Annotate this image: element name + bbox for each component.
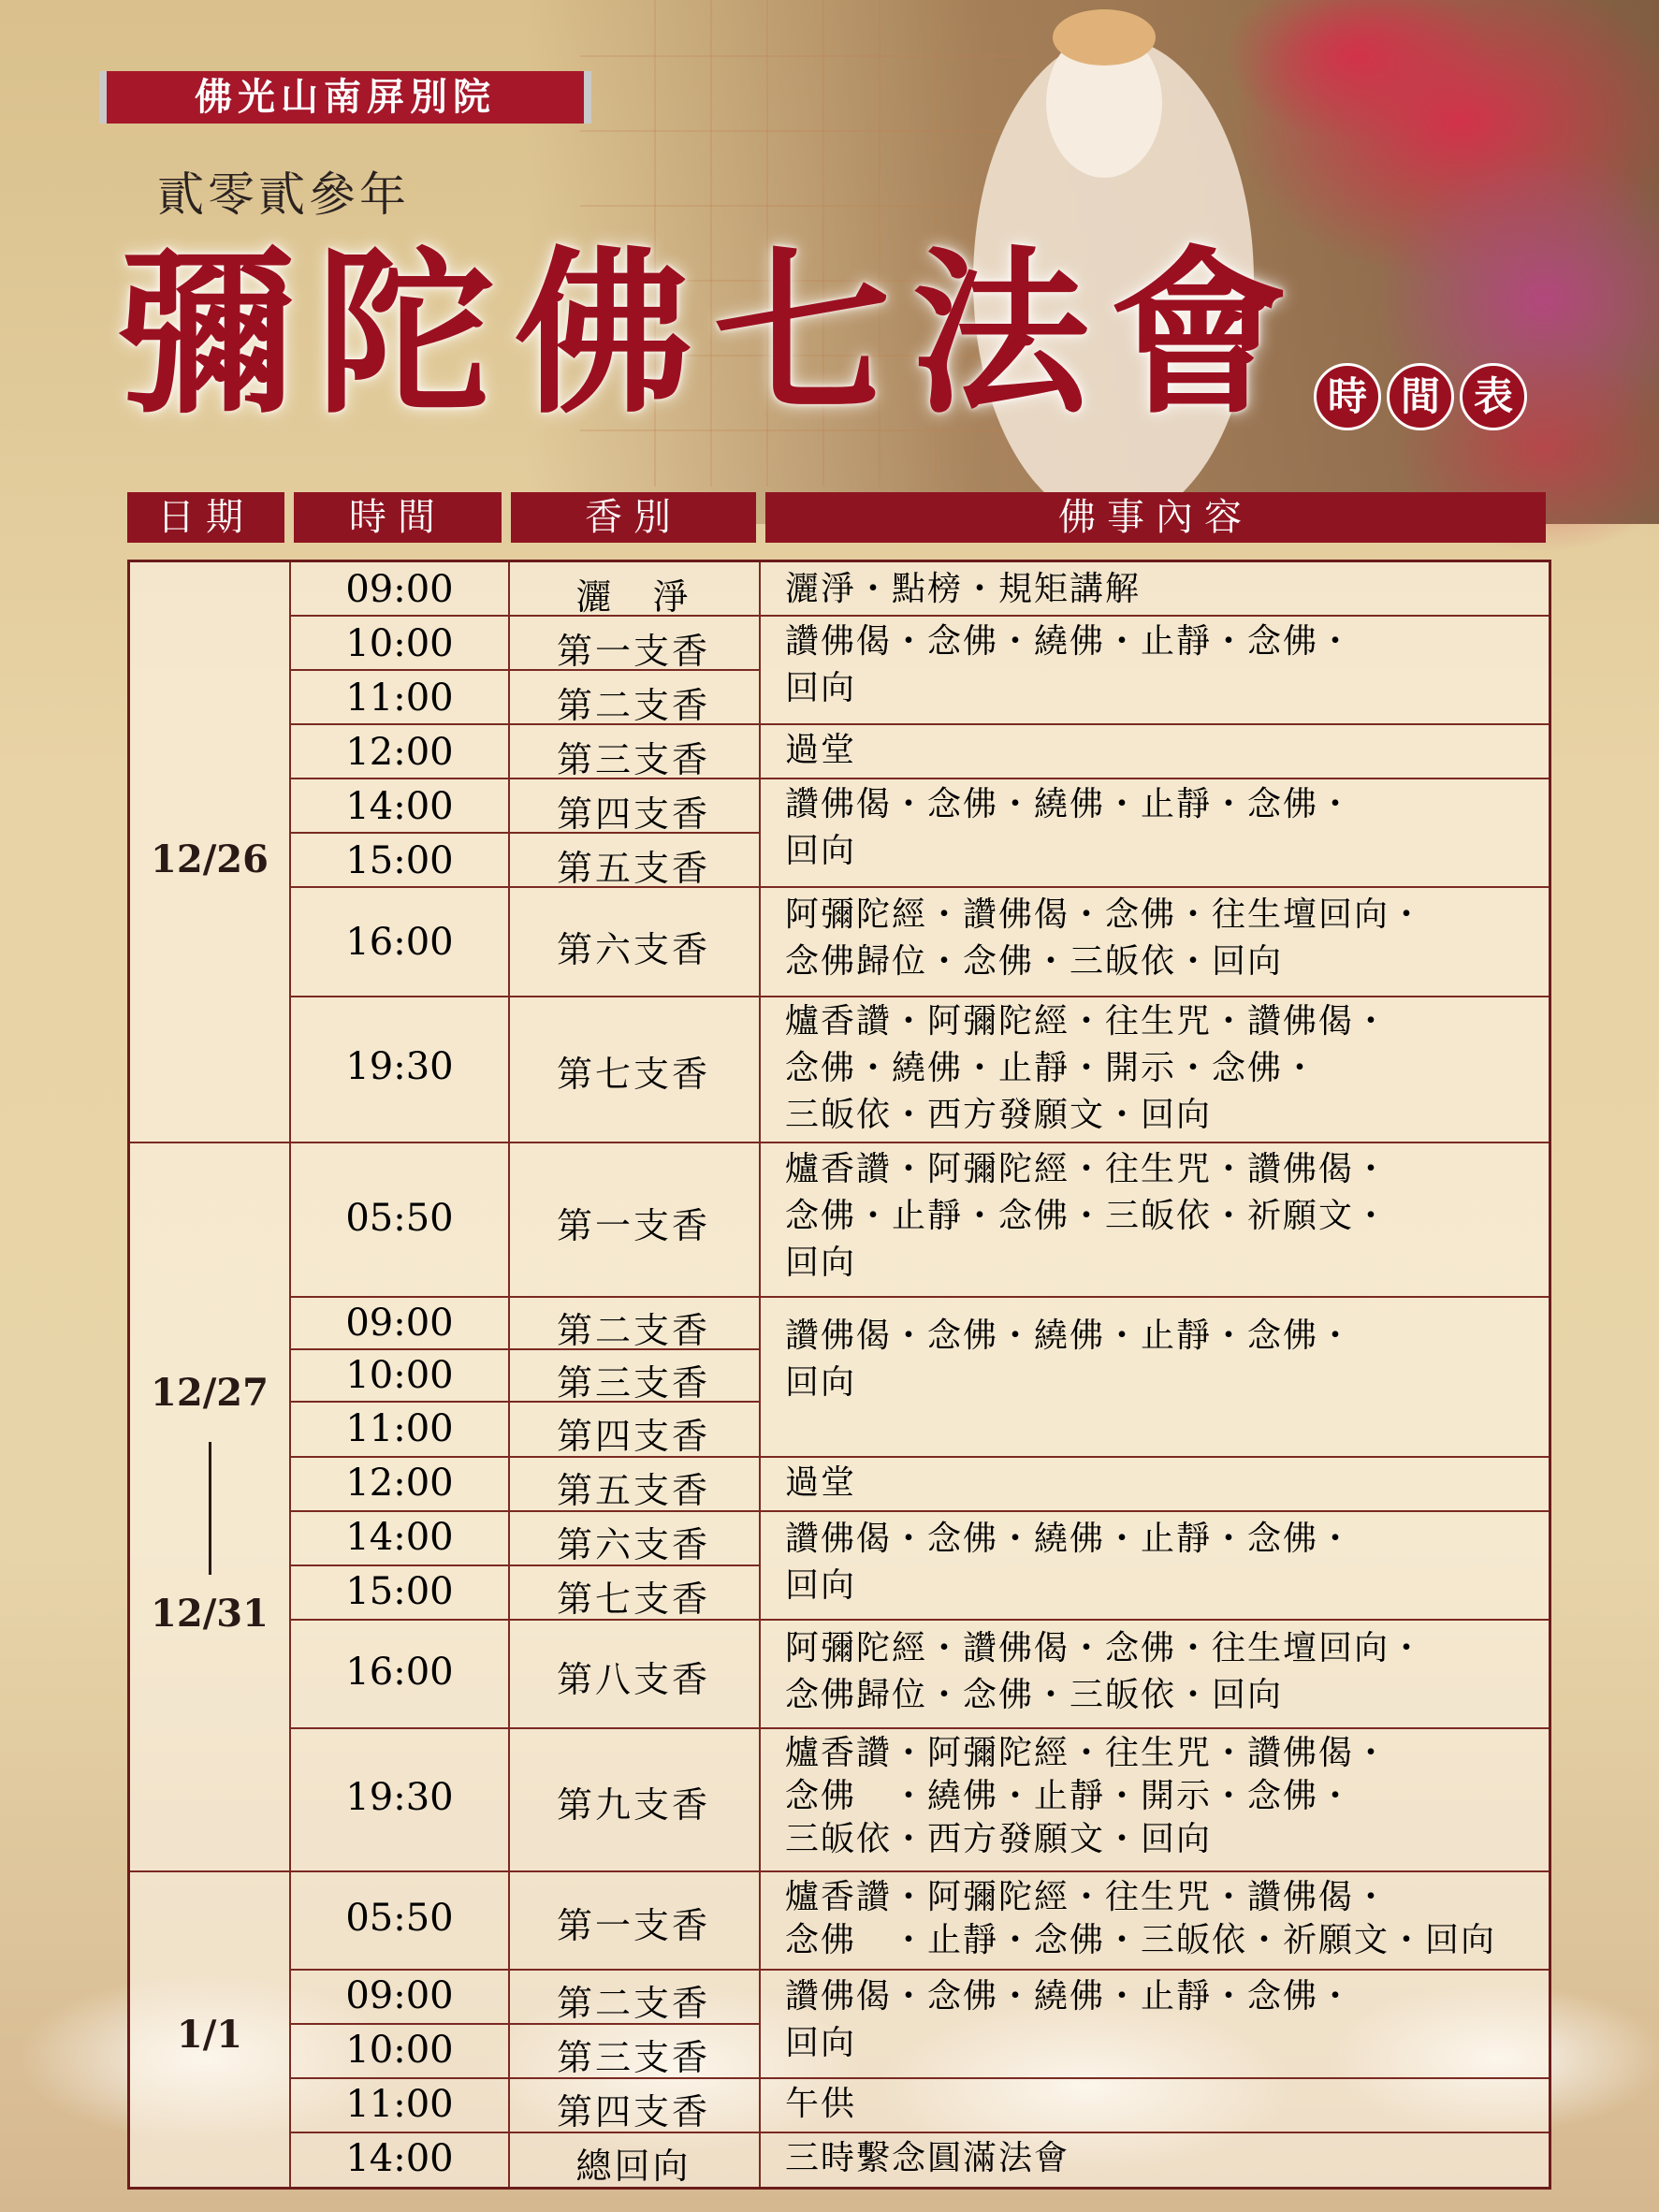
content-cell: 爐香讚・阿彌陀經・往生咒・讚佛偈・ 念佛・止靜・念佛・三皈依・祈願文・ 回向 [785, 1150, 1390, 1282]
time-cell: 15:00 [345, 1570, 454, 1613]
incense-cell: 第一支香 [556, 1905, 710, 1946]
content-cell: 過堂 [785, 1463, 857, 1502]
incense-cell: 第九支香 [556, 1784, 710, 1826]
incense-cell: 第七支香 [556, 1579, 710, 1620]
incense-cell: 第三支香 [556, 1362, 710, 1404]
content-cell: 爐香讚・阿彌陀經・往生咒・讚佛偈・ 念佛 ・繞佛・止靜・開示・念佛・ 三皈依・西方發願文・回向 [785, 1734, 1390, 1858]
year-label: 貳零貳參年 [157, 167, 410, 222]
incense-cell: 第七支香 [556, 1054, 710, 1095]
incense-cell: 第六支香 [556, 929, 710, 970]
header-date: 日期 [127, 492, 284, 543]
content-cell: 灑淨・點榜・規矩講解 [785, 570, 1142, 608]
date-12-31: 12/31 [151, 1592, 269, 1636]
time-cell: 14:00 [345, 785, 454, 828]
content-cell: 讚佛偈・念佛・繞佛・止靜・念佛・ 回向 [785, 1520, 1355, 1605]
content-cell: 爐香讚・阿彌陀經・往生咒・讚佛偈・ 念佛 ・止靜・念佛・三皈依・祈願文・回向 [785, 1878, 1497, 1959]
content-cell: 讚佛偈・念佛・繞佛・止靜・念佛・ 回向 [785, 785, 1355, 870]
time-cell: 10:00 [345, 622, 454, 665]
time-cell: 16:00 [345, 921, 454, 964]
date-12-26: 12/26 [151, 837, 269, 881]
time-cell: 15:00 [345, 839, 454, 882]
content-cell: 爐香讚・阿彌陀經・往生咒・讚佛偈・ 念佛・繞佛・止靜・開示・念佛・ 三皈依・西方發願文・回向 [785, 1002, 1390, 1134]
incense-cell: 第四支香 [556, 1416, 710, 1457]
incense-cell: 第二支香 [556, 685, 710, 726]
time-cell: 10:00 [345, 2029, 454, 2072]
date-range-line [209, 1442, 211, 1575]
temple-name-ribbon: 佛光山南屏別院 [99, 71, 591, 124]
time-cell: 09:00 [345, 1974, 454, 2017]
incense-cell: 灑 淨 [575, 576, 691, 618]
content-cell: 阿彌陀經・讚佛偈・念佛・往生壇回向・ 念佛歸位・念佛・三皈依・回向 [785, 1629, 1426, 1714]
time-cell: 09:00 [345, 1302, 454, 1345]
content-cell: 三時繫念圓滿法會 [785, 2139, 1070, 2177]
time-cell: 11:00 [345, 1407, 454, 1450]
header-content: 佛事內容 [765, 492, 1546, 543]
schedule-table [127, 560, 1551, 2190]
time-cell: 12:00 [345, 731, 454, 774]
content-cell: 讚佛偈・念佛・繞佛・止靜・念佛・ 回向 [785, 1317, 1355, 1402]
content-cell: 午供 [785, 2085, 857, 2123]
incense-cell: 第六支香 [556, 1524, 710, 1565]
time-cell: 16:00 [345, 1651, 454, 1694]
time-cell: 05:50 [345, 1897, 454, 1940]
incense-cell: 第四支香 [556, 2091, 710, 2132]
time-cell: 14:00 [345, 1516, 454, 1559]
time-cell: 14:00 [345, 2137, 454, 2180]
incense-cell: 第五支香 [556, 1470, 710, 1511]
time-cell: 19:30 [345, 1045, 454, 1088]
time-cell: 11:00 [345, 2083, 454, 2126]
incense-cell: 第四支香 [556, 793, 710, 835]
incense-cell: 第五支香 [556, 848, 710, 889]
incense-cell: 第一支香 [556, 1205, 710, 1246]
incense-cell: 第一支香 [556, 631, 710, 672]
time-cell: 12:00 [345, 1462, 454, 1505]
incense-cell: 總回向 [575, 2146, 691, 2187]
date-12-27: 12/27 [151, 1371, 269, 1415]
header-time: 時間 [294, 492, 502, 543]
time-cell: 05:50 [345, 1197, 454, 1240]
page-title: 彌陀佛七法會 [118, 229, 1309, 438]
schedule-badge [1314, 363, 1527, 430]
content-cell: 過堂 [785, 731, 857, 769]
incense-cell: 第二支香 [556, 1310, 710, 1351]
incense-cell: 第二支香 [556, 1983, 710, 2024]
content-cell: 讚佛偈・念佛・繞佛・止靜・念佛・ 回向 [785, 1977, 1355, 2062]
content-cell: 阿彌陀經・讚佛偈・念佛・往生壇回向・ 念佛歸位・念佛・三皈依・回向 [785, 895, 1426, 981]
incense-cell: 第三支香 [556, 739, 710, 780]
incense-cell: 第三支香 [556, 2037, 710, 2078]
time-cell: 11:00 [345, 677, 454, 720]
incense-cell: 第八支香 [556, 1659, 710, 1700]
badge-char: 間 [1387, 363, 1454, 430]
badge-char: 表 [1460, 363, 1527, 430]
badge-char: 時 [1314, 363, 1381, 430]
time-cell: 19:30 [345, 1776, 454, 1819]
date-1-1: 1/1 [176, 2013, 243, 2057]
header-incense: 香別 [511, 492, 756, 543]
content-cell: 讚佛偈・念佛・繞佛・止靜・念佛・ 回向 [785, 622, 1355, 707]
time-cell: 10:00 [345, 1354, 454, 1397]
time-cell: 09:00 [345, 568, 454, 611]
